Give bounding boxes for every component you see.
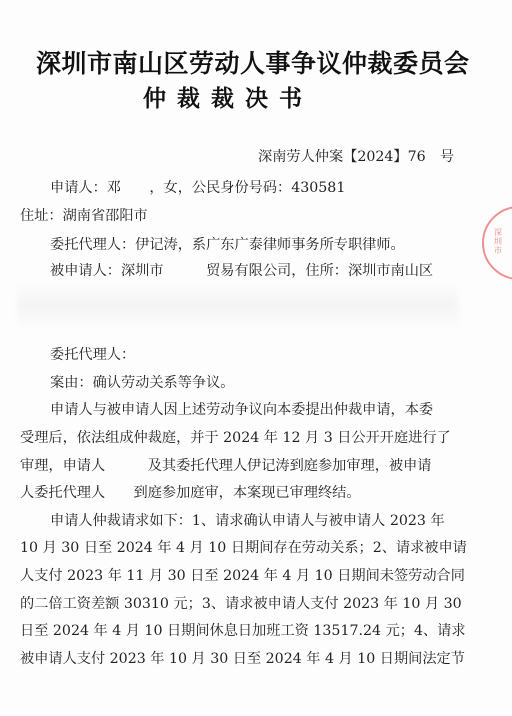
claims-line-1: 申请人仲裁请求如下：1、请求确认申请人与被申请人 2023 年 [50, 513, 445, 529]
case-number: 深南劳人仲案【2024】76 号 [258, 149, 455, 165]
claims-line-4: 的二倍工资差额 30310 元；3、请求被申请人支付 2023 年 10 月 30 [20, 596, 462, 612]
seal-text: 深圳市 [494, 228, 502, 255]
document-subtitle: 仲裁裁决书 [143, 85, 313, 112]
respondent-line: 被申请人：深圳市 贸易有限公司，住所：深圳市南山区 [50, 263, 434, 279]
redacted-region [18, 284, 458, 330]
claims-line-3: 人支付 2023 年 11 月 30 日至 2024 年 4 月 10 日期间未签劳动合同 [20, 568, 465, 584]
document-title: 深圳市南山区劳动人事争议仲裁委员会 [36, 49, 470, 78]
body-line-3: 审理，申请人 及其委托代理人伊记涛到庭参加审理，被申请 [20, 458, 432, 474]
claims-line-2: 10 月 30 日至 2024 年 4 月 10 日期间存在劳动关系；2、请求被申请 [20, 540, 467, 556]
body-line-1: 申请人与被申请人因上述劳动争议向本委提出仲裁申请，本委 [50, 402, 434, 418]
address-line: 住址：湖南省邵阳市 [20, 208, 148, 224]
respondent-agent-line: 委托代理人： [50, 347, 136, 363]
claims-line-6: 被申请人支付 2023 年 10 月 30 日至 2024 年 4 月 10 日期间法定节 [20, 651, 465, 667]
body-line-2: 受理后，依法组成仲裁庭，并于 2024 年 12 月 3 日公开开庭进行了 [20, 430, 451, 446]
claims-line-5: 日至 2024 年 4 月 10 日期间休息日加班工资 13517.24 元；4、请求 [20, 623, 466, 639]
body-line-4: 人委托代理人 到庭参加庭审，本案现已审理终结。 [20, 485, 361, 501]
agent-line: 委托代理人：伊记涛，系广东广泰律师事务所专职律师。 [50, 237, 405, 253]
case-cause-line: 案由：确认劳动关系等争议。 [50, 375, 235, 391]
applicant-line: 申请人：邓 ，女，公民身份号码：430581 [50, 180, 346, 196]
